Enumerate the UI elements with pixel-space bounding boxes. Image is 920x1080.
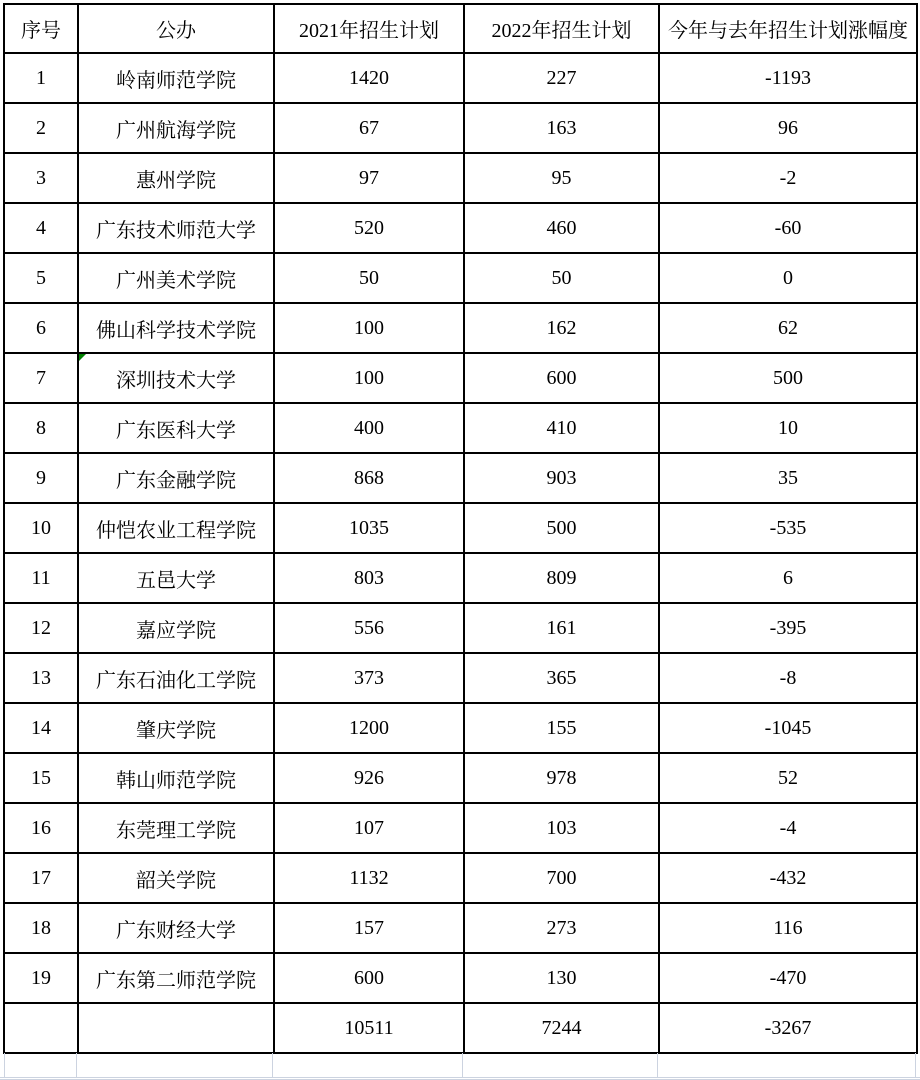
plan-2021-cell[interactable]: 100 <box>274 303 464 353</box>
row-no-cell[interactable]: 11 <box>4 553 78 603</box>
change-cell[interactable]: 0 <box>659 253 917 303</box>
change-cell[interactable]: -535 <box>659 503 917 553</box>
table-body <box>4 53 917 1003</box>
plan-2022-cell[interactable]: 809 <box>464 553 659 603</box>
row-no-cell[interactable]: 15 <box>4 753 78 803</box>
change-cell[interactable]: 52 <box>659 753 917 803</box>
plan-2022-cell[interactable]: 162 <box>464 303 659 353</box>
change-cell[interactable]: 10 <box>659 403 917 453</box>
plan-2021-cell[interactable]: 868 <box>274 453 464 503</box>
totals-no-cell[interactable] <box>4 1003 78 1053</box>
school-name-cell[interactable]: 东莞理工学院 <box>78 803 274 853</box>
change-cell[interactable]: 62 <box>659 303 917 353</box>
row-no-cell[interactable]: 19 <box>4 953 78 1003</box>
row-no-cell[interactable]: 12 <box>4 603 78 653</box>
row-no-cell[interactable]: 17 <box>4 853 78 903</box>
gridline <box>0 1077 920 1078</box>
row-no-cell[interactable]: 18 <box>4 903 78 953</box>
plan-2022-cell[interactable]: 50 <box>464 253 659 303</box>
table-row <box>4 603 917 653</box>
header-cell-index[interactable]: 序号 <box>4 4 78 53</box>
school-name-cell[interactable]: 深圳技术大学 <box>78 353 274 403</box>
school-name-cell[interactable]: 广州航海学院 <box>78 103 274 153</box>
row-no-cell[interactable]: 2 <box>4 103 78 153</box>
school-name-cell[interactable]: 广州美术学院 <box>78 253 274 303</box>
plan-2022-cell[interactable]: 500 <box>464 503 659 553</box>
plan-2022-cell[interactable]: 163 <box>464 103 659 153</box>
gridline <box>462 1053 463 1077</box>
totals-change-cell[interactable]: -3267 <box>659 1003 917 1053</box>
plan-2022-cell[interactable]: 130 <box>464 953 659 1003</box>
plan-2021-cell[interactable]: 100 <box>274 353 464 403</box>
gridline <box>915 1053 916 1077</box>
totals-name-cell[interactable] <box>78 1003 274 1053</box>
school-name-cell[interactable]: 韩山师范学院 <box>78 753 274 803</box>
table-row <box>4 203 917 253</box>
row-no-cell[interactable]: 3 <box>4 153 78 203</box>
plan-2022-cell[interactable]: 365 <box>464 653 659 703</box>
plan-2021-cell[interactable]: 67 <box>274 103 464 153</box>
change-cell[interactable]: 96 <box>659 103 917 153</box>
school-name-cell[interactable]: 岭南师范学院 <box>78 53 274 103</box>
row-no-cell[interactable]: 1 <box>4 53 78 103</box>
school-name-cell[interactable]: 仲恺农业工程学院 <box>78 503 274 553</box>
change-cell[interactable]: -395 <box>659 603 917 653</box>
school-name-cell[interactable]: 嘉应学院 <box>78 603 274 653</box>
plan-2021-cell[interactable]: 400 <box>274 403 464 453</box>
enrollment-table <box>3 3 918 1054</box>
plan-2022-cell[interactable]: 103 <box>464 803 659 853</box>
gridline <box>272 1053 273 1077</box>
error-indicator-icon <box>79 354 86 361</box>
school-name-cell[interactable]: 肇庆学院 <box>78 703 274 753</box>
gridline <box>4 1053 5 1077</box>
table-row <box>4 453 917 503</box>
change-cell[interactable]: 6 <box>659 553 917 603</box>
plan-2021-cell[interactable]: 1200 <box>274 703 464 753</box>
table-row <box>4 53 917 103</box>
totals-row <box>4 1003 917 1053</box>
change-cell[interactable]: -60 <box>659 203 917 253</box>
plan-2021-cell[interactable]: 97 <box>274 153 464 203</box>
table-row <box>4 753 917 803</box>
plan-2021-cell[interactable]: 926 <box>274 753 464 803</box>
school-name-cell[interactable]: 五邑大学 <box>78 553 274 603</box>
plan-2022-cell[interactable]: 600 <box>464 353 659 403</box>
header-cell-change[interactable]: 今年与去年招生计划涨幅度 <box>659 4 917 53</box>
plan-2021-cell[interactable]: 1035 <box>274 503 464 553</box>
table-row <box>4 653 917 703</box>
change-cell[interactable]: -4 <box>659 803 917 853</box>
table-row <box>4 853 917 903</box>
school-name-cell[interactable]: 广东石油化工学院 <box>78 653 274 703</box>
plan-2021-cell[interactable]: 373 <box>274 653 464 703</box>
totals-plan-2022-cell[interactable]: 7244 <box>464 1003 659 1053</box>
table-row <box>4 253 917 303</box>
school-name-cell[interactable]: 佛山科学技术学院 <box>78 303 274 353</box>
plan-2022-cell[interactable]: 978 <box>464 753 659 803</box>
totals-plan-2021-cell[interactable]: 10511 <box>274 1003 464 1053</box>
plan-2021-cell[interactable]: 803 <box>274 553 464 603</box>
header-cell-plan-2022[interactable]: 2022年招生计划 <box>464 4 659 53</box>
plan-2021-cell[interactable]: 520 <box>274 203 464 253</box>
table-row <box>4 353 917 403</box>
table-row <box>4 503 917 553</box>
plan-2021-cell[interactable]: 50 <box>274 253 464 303</box>
table-row <box>4 153 917 203</box>
plan-2022-cell[interactable]: 410 <box>464 403 659 453</box>
row-no-cell[interactable]: 16 <box>4 803 78 853</box>
plan-2022-cell[interactable]: 95 <box>464 153 659 203</box>
gridline <box>657 1053 658 1077</box>
change-cell[interactable]: -470 <box>659 953 917 1003</box>
table-row <box>4 803 917 853</box>
plan-2022-cell[interactable]: 903 <box>464 453 659 503</box>
plan-2022-cell[interactable]: 273 <box>464 903 659 953</box>
row-no-cell[interactable]: 5 <box>4 253 78 303</box>
table-row <box>4 703 917 753</box>
plan-2021-cell[interactable]: 556 <box>274 603 464 653</box>
table-row <box>4 303 917 353</box>
row-no-cell[interactable]: 4 <box>4 203 78 253</box>
school-name-cell[interactable]: 广东金融学院 <box>78 453 274 503</box>
row-no-cell[interactable]: 9 <box>4 453 78 503</box>
plan-2022-cell[interactable]: 700 <box>464 853 659 903</box>
header-cell-public[interactable]: 公办 <box>78 4 274 53</box>
change-cell[interactable]: -8 <box>659 653 917 703</box>
plan-2021-cell[interactable]: 600 <box>274 953 464 1003</box>
table-row <box>4 953 917 1003</box>
change-cell[interactable]: 500 <box>659 353 917 403</box>
school-name-cell[interactable]: 广东财经大学 <box>78 903 274 953</box>
table-row <box>4 103 917 153</box>
row-no-cell[interactable]: 14 <box>4 703 78 753</box>
plan-2021-cell[interactable]: 1420 <box>274 53 464 103</box>
plan-2021-cell[interactable]: 107 <box>274 803 464 853</box>
table-row <box>4 553 917 603</box>
plan-2021-cell[interactable]: 157 <box>274 903 464 953</box>
header-cell-plan-2021[interactable]: 2021年招生计划 <box>274 4 464 53</box>
change-cell[interactable]: -1193 <box>659 53 917 103</box>
row-no-cell[interactable]: 8 <box>4 403 78 453</box>
plan-2022-cell[interactable]: 161 <box>464 603 659 653</box>
school-name-cell[interactable]: 韶关学院 <box>78 853 274 903</box>
row-no-cell[interactable]: 7 <box>4 353 78 403</box>
row-no-cell[interactable]: 13 <box>4 653 78 703</box>
change-cell[interactable]: -2 <box>659 153 917 203</box>
row-no-cell[interactable]: 10 <box>4 503 78 553</box>
change-cell[interactable]: -1045 <box>659 703 917 753</box>
change-cell[interactable]: -432 <box>659 853 917 903</box>
table-row <box>4 403 917 453</box>
school-name-cell[interactable]: 广东第二师范学院 <box>78 953 274 1003</box>
plan-2022-cell[interactable]: 460 <box>464 203 659 253</box>
school-name-cell[interactable]: 惠州学院 <box>78 153 274 203</box>
school-name-cell[interactable]: 广东医科大学 <box>78 403 274 453</box>
gridline <box>76 1053 77 1077</box>
change-cell[interactable]: 116 <box>659 903 917 953</box>
school-name-cell[interactable]: 广东技术师范大学 <box>78 203 274 253</box>
header-row <box>4 4 917 53</box>
plan-2021-cell[interactable]: 1132 <box>274 853 464 903</box>
table-row <box>4 903 917 953</box>
change-cell[interactable]: 35 <box>659 453 917 503</box>
plan-2022-cell[interactable]: 227 <box>464 53 659 103</box>
row-no-cell[interactable]: 6 <box>4 303 78 353</box>
plan-2022-cell[interactable]: 155 <box>464 703 659 753</box>
